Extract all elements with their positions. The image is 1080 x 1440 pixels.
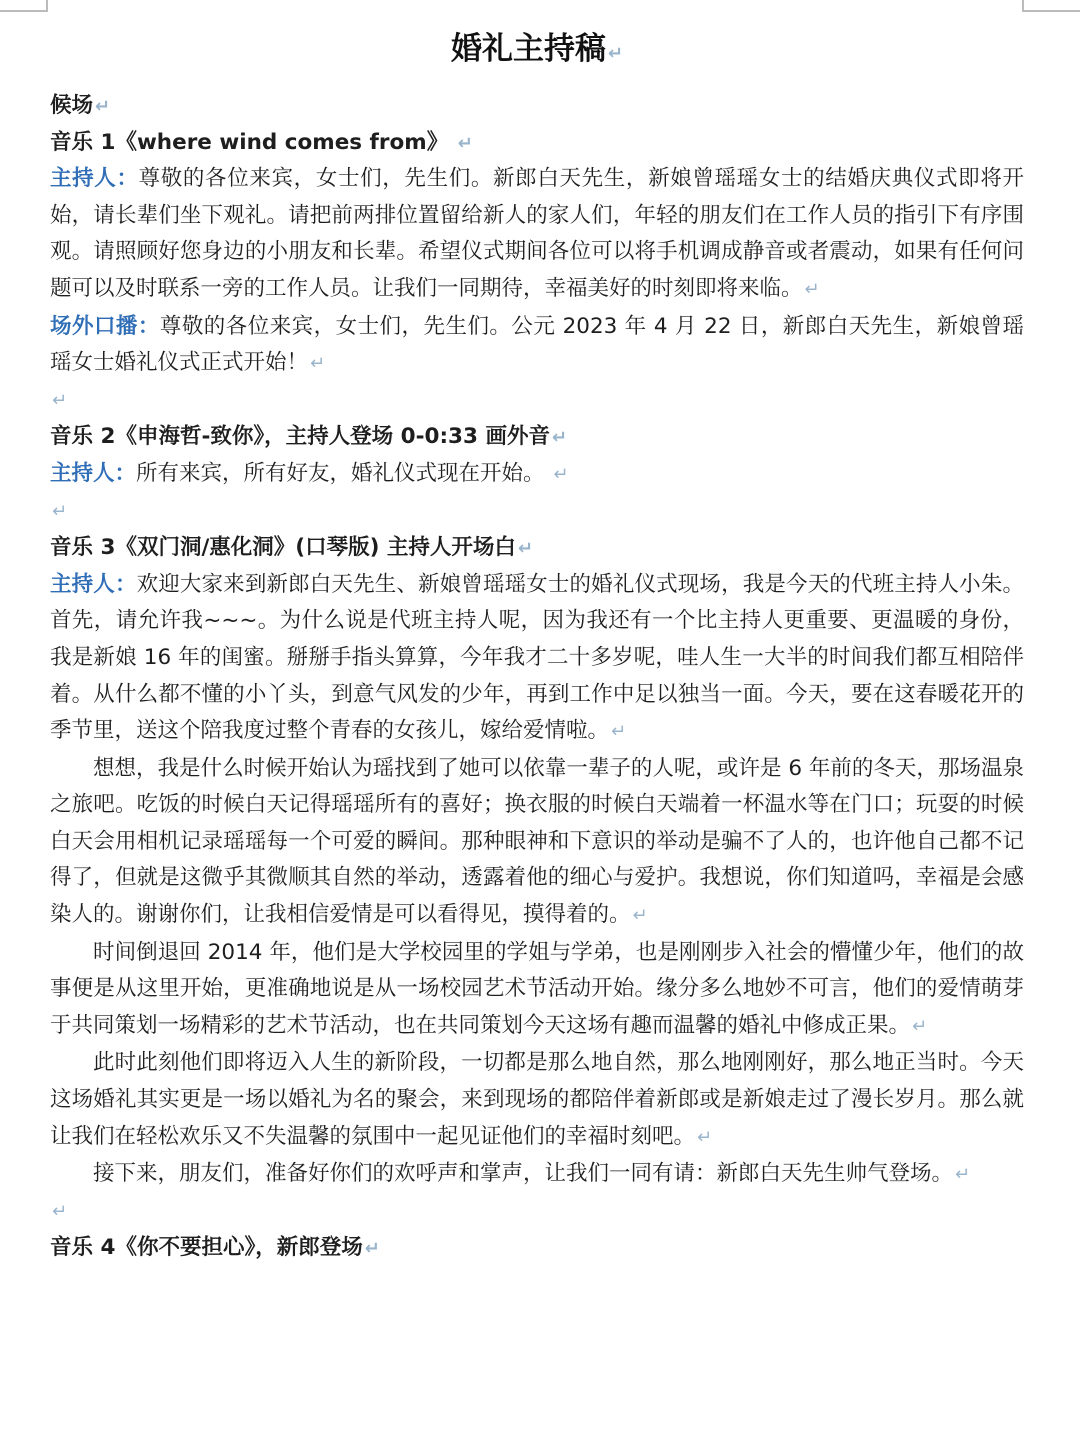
return-mark-icon: ↵	[697, 1126, 713, 1148]
page-corner-mark-right	[1022, 0, 1080, 12]
return-mark-icon: ↵	[52, 1200, 68, 1222]
return-mark-icon: ↵	[310, 353, 326, 375]
body-paragraph-memory: 想想，我是什么时候开始认为瑶找到了她可以依靠一辈子的人呢，或许是 6 年前的冬天，那场温泉之旅吧。吃饭的时候白天记得瑶瑶所有的喜好；换衣服的时候白天端着一杯温水等在门口；玩耍的时候白天会用相机记录瑶瑶每一个可爱的瞬间。那种眼神和下意识的举动是骗不了人的，也许他自己都不记得了，但就是这微乎其微顺其自然的举动，透露着他的细心与爱护。我想说，你们知道吗，幸福是会感染人的。谢谢你们，让我相信爱情是可以看得见，摸得着的。 ↵	[50, 755, 1024, 928]
return-mark-icon: ↵	[364, 1238, 380, 1260]
return-mark-icon: ↵	[607, 43, 624, 64]
return-mark-icon: ↵	[52, 389, 68, 411]
return-mark-icon: ↵	[95, 96, 111, 117]
music-cue-4: 音乐 4《你不要担心》，新郎登场 ↵	[50, 1235, 380, 1261]
speaker-label-host: 主持人：	[50, 460, 137, 486]
return-mark-icon: ↵	[457, 132, 473, 154]
host-paragraph-1: 主持人：尊敬的各位来宾，女士们，先生们。新郎白天先生，新娘曾瑶瑶女士的结婚庆典仪式即将开始，请长辈们坐下观礼。请把前两排位置留给新人的家人们，年轻的朋友们在工作人员的指引下有序围观。请照顾好您身边的小朋友和长辈。希望仪式期间各位可以将手机调成静音或者震动，如果有任何问题可以及时联系一旁的工作人员。让我们一同期待，幸福美好的时刻即将来临。 ↵	[50, 166, 1024, 301]
document-page	[50, 24, 1024, 1267]
return-mark-icon: ↵	[804, 278, 820, 300]
return-mark-icon: ↵	[611, 721, 627, 743]
section-heading-waiting: 候场 ↵	[50, 93, 111, 118]
return-mark-icon: ↵	[551, 427, 568, 449]
body-paragraph-story: 时间倒退回 2014 年，他们是大学校园里的学姐与学弟，也是刚刚步入社会的懵懂少年，他们的故事便是从这里开始，更准确地说是从一场校园艺术节活动开始。缘分多么地妙不可言，他们的爱情萌芽于共同策划一场精彩的艺术节活动，也在共同策划今天这场有趣而温馨的婚礼中修成正果。 ↵	[50, 939, 1024, 1038]
speaker-label-offstage: 场外口播：	[50, 313, 160, 339]
empty-paragraph	[50, 494, 1024, 531]
host-paragraph-2: 主持人：所有来宾，所有好友，婚礼仪式现在开始。 ↵	[50, 460, 569, 486]
return-mark-icon: ↵	[955, 1164, 971, 1186]
document-title: 婚礼主持稿 ↵	[450, 31, 624, 67]
host-paragraph-3: 主持人：欢迎大家来到新郎白天先生、新娘曾瑶瑶女士的婚礼仪式现场，我是今天的代班主持人小朱。首先，请允许我~~~。为什么说是代班主持人呢，因为我还有一个比主持人更重要、更温暖的身份，我是新娘 16 年的闺蜜。掰掰手指头算算，今年我才二十多岁呢，哇人生一大半的时间我们都互相陪伴着。从什么都不懂的小丫头，到意气风发的少年，再到工作中足以独当一面。今天，要在这春暖花开的季节里，送这个陪我度过整个青春的女孩儿，嫁给爱情啦。 ↵	[50, 571, 1024, 744]
body-paragraph-invite-groom: 接下来，朋友们，准备好你们的欢呼声和掌声，让我们一同有请：新郎白天先生帅气登场。 ↵	[93, 1161, 971, 1187]
page-corner-mark-left	[0, 0, 48, 12]
speaker-label-host: 主持人：	[50, 571, 137, 597]
return-mark-icon: ↵	[517, 538, 534, 560]
return-mark-icon: ↵	[632, 905, 648, 927]
music-cue-2: 音乐 2《申海哲-致你》，主持人登场 0-0:33 画外音 ↵	[50, 424, 568, 450]
empty-paragraph	[50, 383, 1024, 420]
return-mark-icon: ↵	[912, 1015, 928, 1037]
empty-paragraph	[50, 1194, 1024, 1231]
speaker-label-host: 主持人：	[50, 166, 139, 192]
music-cue-1: 音乐 1《where wind comes from》 ↵	[50, 129, 473, 155]
return-mark-icon: ↵	[553, 463, 569, 485]
offstage-paragraph: 场外口播：尊敬的各位来宾，女士们，先生们。公元 2023 年 4 月 22 日，新郎白天先生，新娘曾瑶瑶女士婚礼仪式正式开始！ ↵	[50, 313, 1024, 376]
music-cue-3: 音乐 3《双门洞/惠化洞》(口琴版) 主持人开场白 ↵	[50, 535, 534, 561]
return-mark-icon: ↵	[52, 500, 68, 522]
body-paragraph-moment: 此时此刻他们即将迈入人生的新阶段，一切都是那么地自然，那么地刚刚好，那么地正当时。今天这场婚礼其实更是一场以婚礼为名的聚会，来到现场的都陪伴着新郎或是新娘走过了漫长岁月。那么就让我们在轻松欢乐又不失温馨的氛围中一起见证他们的幸福时刻吧。 ↵	[50, 1050, 1024, 1149]
